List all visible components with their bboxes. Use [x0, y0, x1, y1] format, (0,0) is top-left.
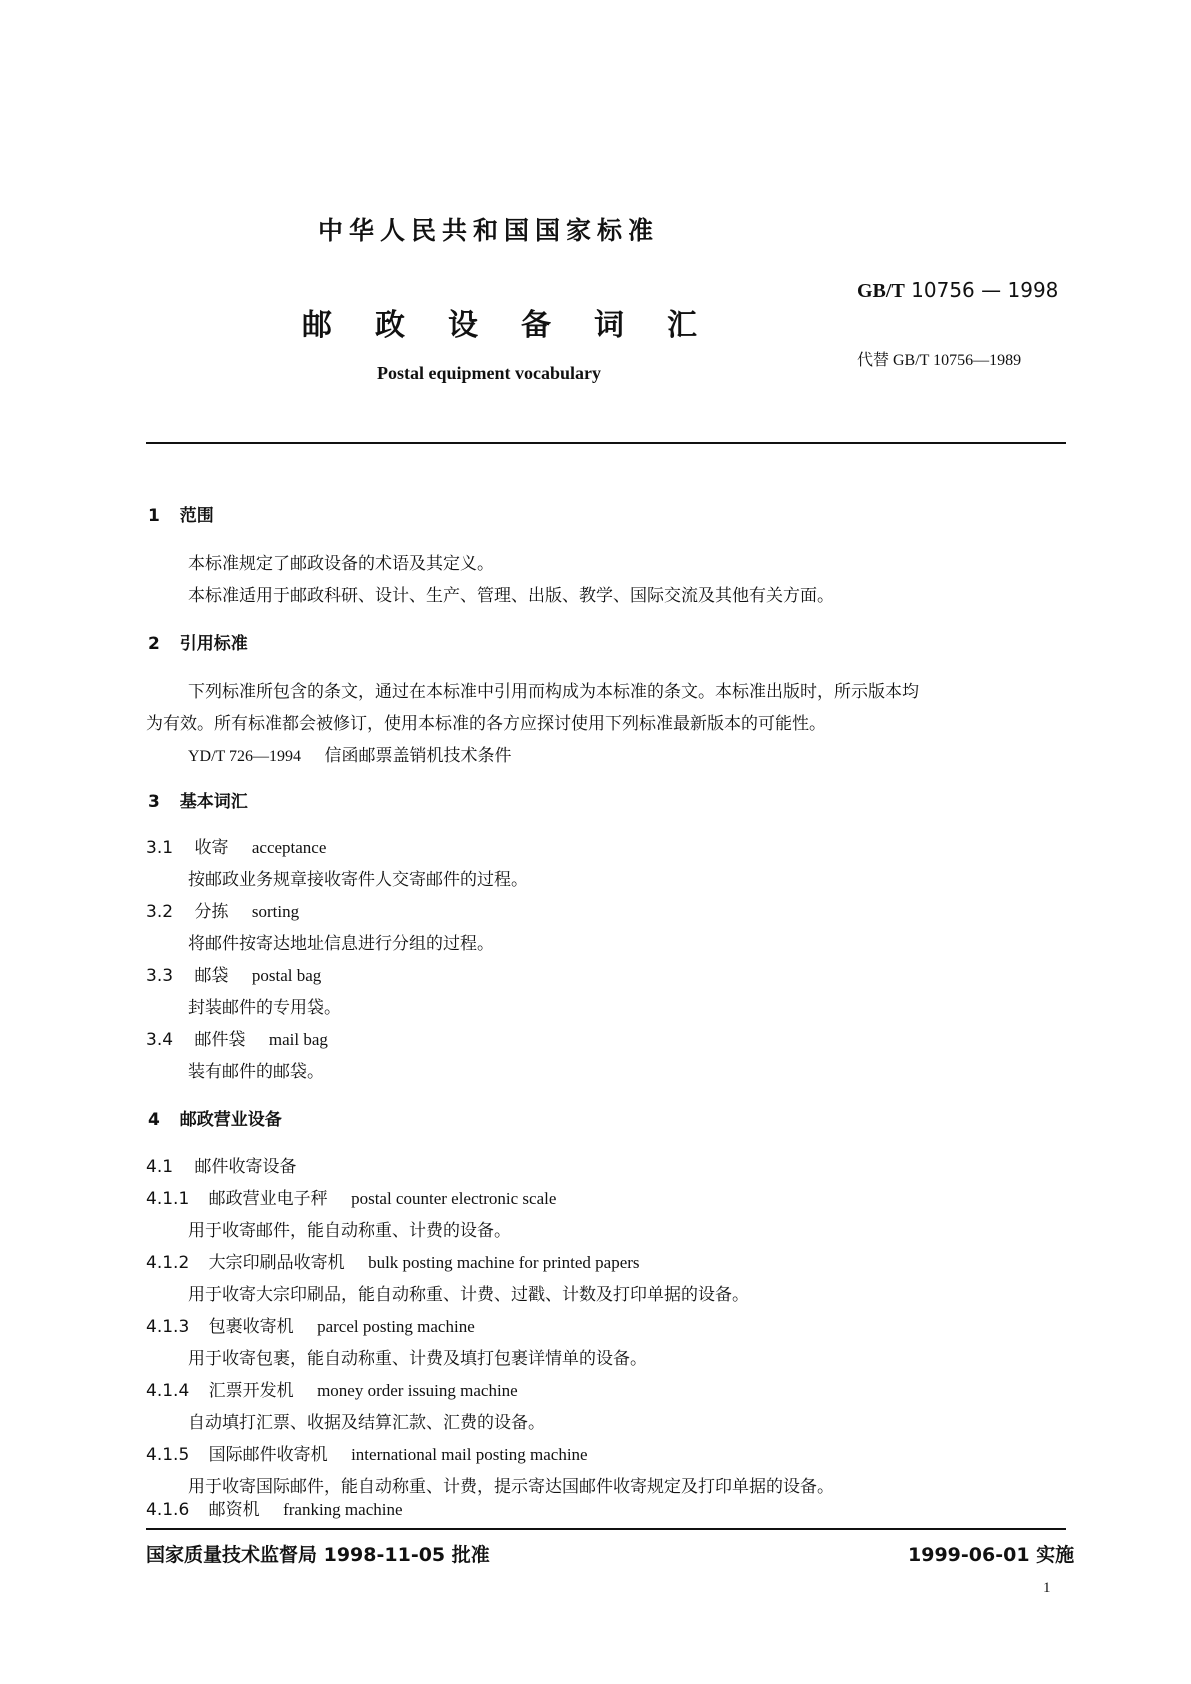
term-number: 4.1.4 — [146, 1381, 190, 1401]
page-number: 1 — [1043, 1580, 1051, 1596]
paragraph: 本标准适用于邮政科研、设计、生产、管理、出版、教学、国际交流及其他有关方面。 — [188, 586, 834, 606]
term-chinese: 包裹收寄机 — [208, 1317, 294, 1337]
term-english: bulk posting machine for printed papers — [368, 1253, 640, 1272]
section-4-heading — [148, 1110, 282, 1130]
standard-code: 10756 — 1998 — [911, 278, 1059, 302]
section-title: 引用标准 — [179, 634, 248, 654]
term-english: money order issuing machine — [317, 1381, 518, 1400]
term-chinese: 分拣 — [194, 902, 229, 922]
term-chinese: 邮件袋 — [194, 1030, 246, 1050]
term-4-1-1 — [146, 1189, 556, 1209]
standard-prefix: GB/T — [857, 280, 905, 302]
term-english: postal bag — [251, 966, 322, 985]
term-english: international mail posting machine — [351, 1445, 588, 1464]
term-chinese: 邮政营业电子秤 — [208, 1189, 328, 1209]
term-4-1-3 — [146, 1317, 475, 1337]
national-standard-title: 中华人民共和国国家标准 — [318, 216, 660, 245]
reference-entry — [188, 746, 511, 767]
term-4-1-5 — [146, 1445, 588, 1465]
term-definition: 用于收寄国际邮件，能自动称重、计费，提示寄达国邮件收寄规定及打印单据的设备。 — [188, 1477, 834, 1497]
term-4-1-4 — [146, 1381, 518, 1401]
footer-divider — [146, 1528, 1066, 1530]
section-3-heading — [148, 792, 248, 812]
term-english: acceptance — [251, 838, 327, 857]
term-3-2 — [146, 902, 299, 922]
subsection-title: 邮件收寄设备 — [194, 1157, 297, 1177]
term-number: 3.4 — [146, 1030, 174, 1050]
term-definition: 装有邮件的邮袋。 — [188, 1062, 324, 1082]
section-number: 2 — [148, 634, 160, 654]
section-number: 3 — [148, 792, 160, 812]
term-english: parcel posting machine — [317, 1317, 475, 1336]
section-number: 4 — [148, 1110, 160, 1130]
term-english: franking machine — [283, 1500, 403, 1519]
term-4-1-6 — [146, 1500, 403, 1520]
reference-title: 信函邮票盖销机技术条件 — [324, 746, 512, 766]
standard-number — [857, 278, 1058, 303]
header-divider — [146, 442, 1066, 444]
term-definition: 用于收寄邮件，能自动称重、计费的设备。 — [188, 1221, 511, 1241]
term-number: 4.1.6 — [146, 1500, 190, 1520]
term-english: postal counter electronic scale — [351, 1189, 557, 1208]
subsection-number: 4.1 — [146, 1157, 174, 1177]
section-2-heading — [148, 634, 248, 654]
term-chinese: 收寄 — [194, 838, 229, 858]
term-4-1-2 — [146, 1253, 640, 1273]
term-definition: 用于收寄大宗印刷品，能自动称重、计费、过戳、计数及打印单据的设备。 — [188, 1285, 749, 1305]
term-chinese: 汇票开发机 — [208, 1381, 294, 1401]
term-chinese: 邮资机 — [208, 1500, 260, 1520]
paragraph-line: 下列标准所包含的条文，通过在本标准中引用而构成为本标准的条文。本标准出版时，所示版本均 — [188, 682, 919, 702]
term-number: 3.3 — [146, 966, 174, 986]
term-definition: 用于收寄包裹，能自动称重、计费及填打包裹详情单的设备。 — [188, 1349, 647, 1369]
term-3-1 — [146, 838, 326, 858]
document-title: 邮政设备词汇 — [302, 308, 740, 343]
term-chinese: 大宗印刷品收寄机 — [208, 1253, 345, 1273]
subsection-4-1 — [146, 1157, 296, 1177]
term-3-4 — [146, 1030, 328, 1050]
term-number: 4.1.5 — [146, 1445, 190, 1465]
approval-authority: 国家质量技术监督局 1998-11-05 批准 — [146, 1544, 490, 1566]
paragraph-line: 为有效。所有标准都会被修订，使用本标准的各方应探讨使用下列标准最新版本的可能性。 — [146, 714, 826, 734]
section-title: 邮政营业设备 — [179, 1110, 282, 1130]
term-number: 4.1.3 — [146, 1317, 190, 1337]
section-1-heading — [148, 506, 214, 526]
replaces-standard: 代替 GB/T 10756—1989 — [857, 352, 1022, 369]
section-title: 范围 — [179, 506, 214, 526]
term-chinese: 邮袋 — [194, 966, 229, 986]
section-number: 1 — [148, 506, 160, 526]
term-number: 4.1.1 — [146, 1189, 190, 1209]
term-definition: 按邮政业务规章接收寄件人交寄邮件的过程。 — [188, 870, 528, 890]
term-number: 3.1 — [146, 838, 174, 858]
reference-code: YD/T 726—1994 — [188, 748, 302, 765]
term-number: 3.2 — [146, 902, 174, 922]
implementation-date: 1999-06-01 实施 — [908, 1544, 1075, 1566]
term-definition: 自动填打汇票、收据及结算汇款、汇费的设备。 — [188, 1413, 545, 1433]
term-english: mail bag — [268, 1030, 328, 1049]
paragraph: 本标准规定了邮政设备的术语及其定义。 — [188, 554, 494, 574]
english-title: Postal equipment vocabulary — [377, 363, 602, 383]
term-english: sorting — [251, 902, 300, 921]
term-definition: 封装邮件的专用袋。 — [188, 998, 341, 1018]
term-chinese: 国际邮件收寄机 — [208, 1445, 328, 1465]
term-number: 4.1.2 — [146, 1253, 190, 1273]
section-title: 基本词汇 — [179, 792, 248, 812]
term-3-3 — [146, 966, 321, 986]
term-definition: 将邮件按寄达地址信息进行分组的过程。 — [188, 934, 494, 954]
